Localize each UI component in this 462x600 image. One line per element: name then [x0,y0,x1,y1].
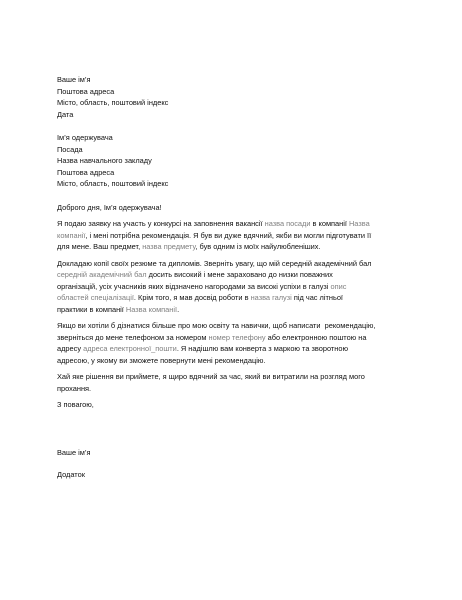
recipient-address: Поштова адреса [57,167,115,177]
p2-line-2 [57,269,415,281]
closing [57,399,415,411]
placeholder-gpa: середній академічний бал [57,270,147,279]
p4-line-2: прохання. [57,383,92,393]
placeholder-description: опис [330,281,347,291]
recipient-position: Посада [57,144,83,154]
recipient-name: Ім’я одержувача [57,133,113,142]
p2-text: практики в компанії [57,304,126,314]
signature-block [57,447,415,459]
paragraph-3 [57,320,415,366]
sender-block [57,74,415,120]
sender-address: Поштова адреса [57,86,115,96]
p1-text: , і мені потрібна рекомендація. Я був ви дуже вдячний, якби ви могли підготувати її [85,230,372,240]
letter-body [57,74,415,481]
p3-line-1: Якщо ви хотіли б дізнатися більше про мою освіту та навички, щоб написати рекомендацію, [57,321,376,330]
p3-text: адресу [57,344,84,353]
placeholder-email: адреса електронної_пошти [83,344,177,353]
placeholder-specialization: областей спеціалізації [57,293,134,302]
p3-text: . Я надішлю вам конверта з маркою та зворотною [176,344,349,353]
recipient-institution: Назва навчального закладу [57,156,152,165]
paragraph-1 [57,218,415,253]
p1-text: для мене. Ваш предмет, [57,242,143,251]
p3-line-4: адресою, у якому ви зможете повернути мені рекомендацію. [57,355,266,365]
placeholder-position: назва посади [264,219,311,228]
p2-line-1: Докладаю копії своїх резюме та дипломів. Зверніть увагу, що мій середній академічний бал [57,258,372,268]
p2-line-4 [57,292,415,304]
placeholder-industry: назва галузі [250,293,292,302]
p3-text: або електронною поштою на [265,332,367,342]
paragraph-4 [57,371,415,394]
placeholder-company: компанії [57,230,86,240]
p3-line-3 [57,343,415,355]
letter-date: Дата [57,109,74,119]
p2-text: . Крім того, я мав досвід роботи в [133,293,251,302]
placeholder-phone: номер телефону [208,332,266,342]
p1-line-3 [57,241,415,253]
sender-name: Ваше ім’я [57,75,91,84]
p3-line-2 [57,332,415,344]
paragraph-2 [57,258,415,316]
enclosure-label: Додаток [57,470,85,479]
signature-name: Ваше ім’я [57,447,91,457]
p1-text: , був одним із моїх найулюбленіших. [195,242,321,251]
p4-line-1: Хай яке рішення ви приймете, я щиро вдячний за час, який ви витратили на розгляд мого [57,372,365,381]
p2-text: . [177,304,180,314]
recipient-city: Місто, область, поштовий індекс [57,179,169,188]
placeholder-company: Назва компанії [125,304,178,314]
p2-line-3 [57,281,415,293]
p2-text: досить високий і мене зараховано до низки поважних [146,270,333,279]
placeholder-subject: назва предмету [142,242,196,251]
greeting-text: Доброго дня, Ім’я одержувача! [57,202,162,212]
sender-city: Місто, область, поштовий індекс [57,98,169,107]
p1-text: Я подаю заявку на участь у конкурсі на заповнення вакансії [57,219,265,228]
p2-text: під час літньої [291,293,343,302]
p1-line-1 [57,218,415,230]
greeting [57,202,415,214]
enclosure-block [57,469,415,481]
p3-text: зверніться до мене телефоном за номером [57,332,209,342]
recipient-block [57,132,415,190]
p1-line-2 [57,230,415,242]
p2-text: організацій, усіх учасників яких відзначено нагородами за високі успіхи в галузі [57,281,331,291]
closing-text: З повагою, [57,400,94,409]
p1-text: в компанії [310,219,349,228]
p2-line-5 [57,304,415,316]
placeholder-company: Назва [348,219,370,228]
